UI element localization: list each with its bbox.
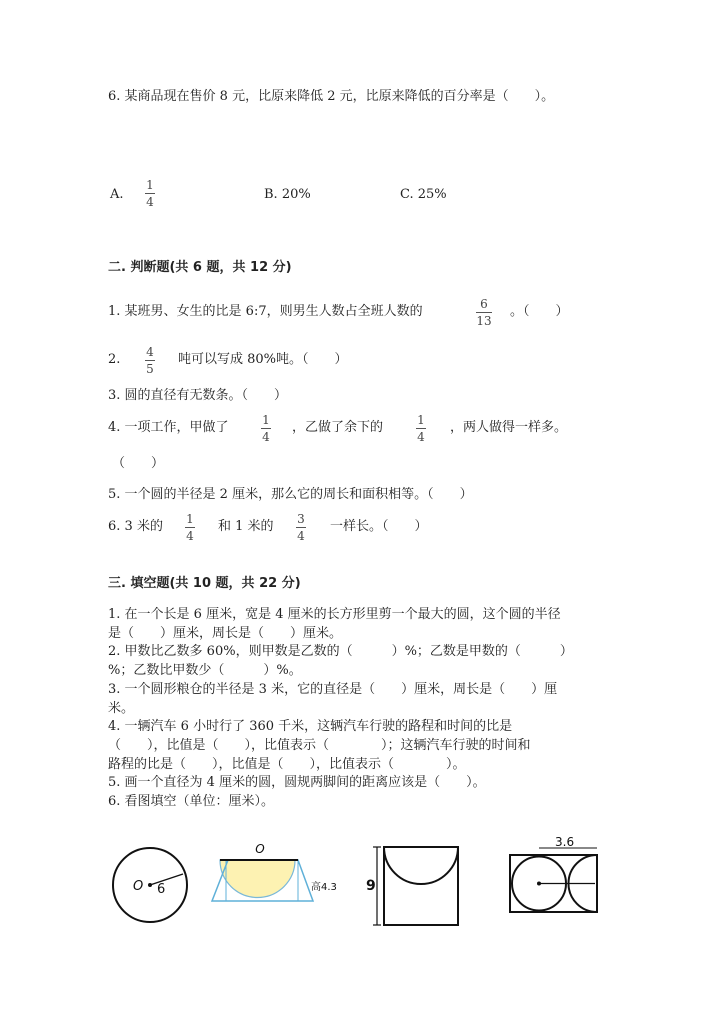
figure-square-semicircle: [366, 847, 458, 925]
figure-2-center-label: O: [255, 842, 265, 856]
figure-4-top-label: 3.6: [555, 835, 575, 849]
figure-rectangle-circles: [510, 835, 597, 912]
judge-4-text: 4. 一项工作，甲做了: [108, 420, 229, 435]
judge-5-text: 5. 一个圆的半径是 2 厘米，那么它的周长和面积相等。（ ）: [108, 487, 473, 502]
fraction-numerator: 1: [146, 178, 154, 192]
option-c: C. 25%: [400, 187, 447, 202]
judge-4-post: ，两人做得一样多。: [450, 420, 568, 435]
figure-1-center-label: O: [133, 879, 144, 894]
judge-6-fraction-b: [296, 512, 306, 543]
fill-line: 3. 一个圆形粮仓的半径是 3 米，它的直径是（ ）厘米，周长是（ ）厘: [108, 682, 558, 697]
fraction-numerator: 6: [480, 297, 488, 311]
fraction-numerator: 1: [417, 413, 425, 427]
figure-circle: [113, 848, 187, 922]
question-6-stem: 6. 某商品现在售价 8 元，比原来降低 2 元，比原来降低的百分率是（ ）。: [108, 89, 555, 104]
geometry-figures: [100, 835, 620, 940]
fill-line: 米。: [108, 701, 135, 716]
judge-3-text: 3. 圆的直径有无数条。（ ）: [108, 388, 288, 403]
fill-line: 6. 看图填空（单位：厘米）。: [108, 794, 275, 809]
judge-1-text: 1. 某班男、女生的比是 6:7，则男生人数占全班人数的: [108, 304, 423, 319]
fill-line: （ ），比值是（ ），比值表示（ ）；这辆汽车行驶的时间和: [108, 738, 531, 753]
fill-line: 1. 在一个长是 6 厘米，宽是 4 厘米的长方形里剪一个最大的圆，这个圆的半径: [108, 607, 561, 622]
judge-6-fraction-a: [185, 512, 195, 543]
judge-4-fraction-b: [416, 413, 426, 444]
judge-1-fraction: [476, 297, 492, 328]
judge-4-answer: （ ）: [112, 456, 165, 471]
fraction-denominator: 4: [262, 430, 270, 444]
section-3-title: 三. 填空题(共 10 题，共 22 分): [108, 576, 301, 591]
fill-line: 是（ ）厘米，周长是（ ）厘米。: [108, 626, 343, 641]
option-a-fraction: [145, 178, 155, 209]
judge-2-fraction: [145, 345, 155, 376]
fill-line: 5. 画一个直径为 4 厘米的圆，圆规两脚间的距离应该是（ ）。: [108, 775, 486, 790]
figure-1-radius-label: 6: [157, 882, 166, 897]
judge-4-fraction-a: [261, 413, 271, 444]
judge-4-mid: ，乙做了余下的: [292, 420, 384, 435]
figure-3-side-label: 9: [366, 878, 376, 894]
fraction-denominator: 13: [476, 314, 492, 328]
option-a-label: A.: [110, 187, 124, 202]
fill-line: 4. 一辆汽车 6 小时行了 360 千米，这辆汽车行驶的路程和时间的比是: [108, 719, 513, 734]
fill-line: 2. 甲数比乙数多 60%，则甲数是乙数的（ ）%；乙数是甲数的（ ）: [108, 644, 573, 659]
judge-6-post: 一样长。（ ）: [330, 519, 428, 534]
fraction-numerator: 3: [297, 512, 305, 526]
fill-line: 路程的比是（ ），比值是（ ），比值表示（ ）。: [108, 757, 466, 772]
figure-trapezoid: [212, 842, 337, 901]
judge-2-text: 吨可以写成 80%吨。（ ）: [178, 352, 348, 367]
judge-6-mid: 和 1 米的: [218, 519, 274, 534]
fraction-numerator: 1: [262, 413, 270, 427]
judge-1-answer: 。（ ）: [510, 304, 569, 319]
fraction-numerator: 1: [186, 512, 194, 526]
fraction-denominator: 4: [146, 195, 154, 209]
judge-2-number: 2.: [108, 352, 121, 367]
judge-6-text: 6. 3 米的: [108, 519, 163, 534]
fraction-denominator: 5: [146, 362, 154, 376]
section-2-title: 二. 判断题(共 6 题，共 12 分): [108, 260, 292, 275]
figure-2-height-label: 高4.3: [311, 882, 337, 893]
option-b: B. 20%: [264, 187, 311, 202]
fraction-numerator: 4: [146, 345, 154, 359]
fraction-denominator: 4: [297, 529, 305, 543]
fraction-denominator: 4: [417, 430, 425, 444]
fraction-denominator: 4: [186, 529, 194, 543]
fill-line: %；乙数比甲数少（ ）%。: [108, 663, 302, 678]
